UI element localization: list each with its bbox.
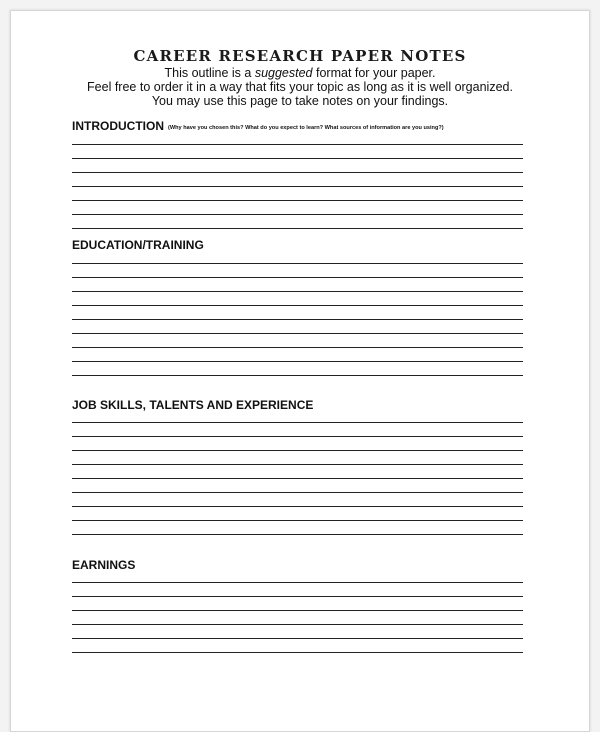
page-title: CAREER RESEARCH PAPER NOTES bbox=[133, 47, 467, 65]
note-line[interactable] bbox=[72, 610, 523, 611]
note-line[interactable] bbox=[72, 291, 523, 292]
intro-text bbox=[11, 66, 589, 108]
note-line[interactable] bbox=[72, 492, 523, 493]
note-line[interactable] bbox=[72, 228, 523, 229]
note-line[interactable] bbox=[72, 624, 523, 625]
intro-line-1 bbox=[11, 66, 589, 80]
note-line[interactable] bbox=[72, 200, 523, 201]
note-line[interactable] bbox=[72, 361, 523, 362]
section-heading-introduction-label: INTRODUCTION bbox=[72, 119, 164, 133]
note-line[interactable] bbox=[72, 347, 523, 348]
note-line[interactable] bbox=[72, 263, 523, 264]
note-line[interactable] bbox=[72, 172, 523, 173]
note-line[interactable] bbox=[72, 436, 523, 437]
note-line[interactable] bbox=[72, 506, 523, 507]
intro-line-1-start: This outline is a bbox=[164, 66, 255, 80]
note-line[interactable] bbox=[72, 319, 523, 320]
note-line[interactable] bbox=[72, 638, 523, 639]
note-line[interactable] bbox=[72, 305, 523, 306]
note-line[interactable] bbox=[72, 596, 523, 597]
note-line[interactable] bbox=[72, 158, 523, 159]
note-line[interactable] bbox=[72, 375, 523, 376]
note-line[interactable] bbox=[72, 582, 523, 583]
intro-line-1-end: format for your paper. bbox=[312, 66, 436, 80]
note-line[interactable] bbox=[72, 186, 523, 187]
intro-emphasis: suggested bbox=[254, 66, 313, 80]
section-heading-introduction bbox=[72, 119, 444, 133]
section-heading-earnings: EARNINGS bbox=[72, 558, 136, 572]
note-line[interactable] bbox=[72, 144, 523, 145]
note-line[interactable] bbox=[72, 464, 523, 465]
note-line[interactable] bbox=[72, 333, 523, 334]
note-line[interactable] bbox=[72, 450, 523, 451]
note-line[interactable] bbox=[72, 214, 523, 215]
note-line[interactable] bbox=[72, 422, 523, 423]
note-line[interactable] bbox=[72, 652, 523, 653]
note-line[interactable] bbox=[72, 520, 523, 521]
note-line[interactable] bbox=[72, 277, 523, 278]
note-line[interactable] bbox=[72, 478, 523, 479]
section-hint-introduction: (Why have you chosen this? What do you expect to learn? What sources of information are you using?) bbox=[168, 125, 444, 131]
section-heading-job-skills: JOB SKILLS, TALENTS AND EXPERIENCE bbox=[72, 398, 314, 412]
document-page bbox=[10, 10, 590, 732]
section-heading-education-training: EDUCATION/TRAINING bbox=[72, 238, 204, 252]
intro-line-3: You may use this page to take notes on your findings. bbox=[151, 94, 449, 108]
intro-line-2: Feel free to order it in a way that fits your topic as long as it is well organized. bbox=[87, 80, 513, 94]
note-line[interactable] bbox=[72, 534, 523, 535]
